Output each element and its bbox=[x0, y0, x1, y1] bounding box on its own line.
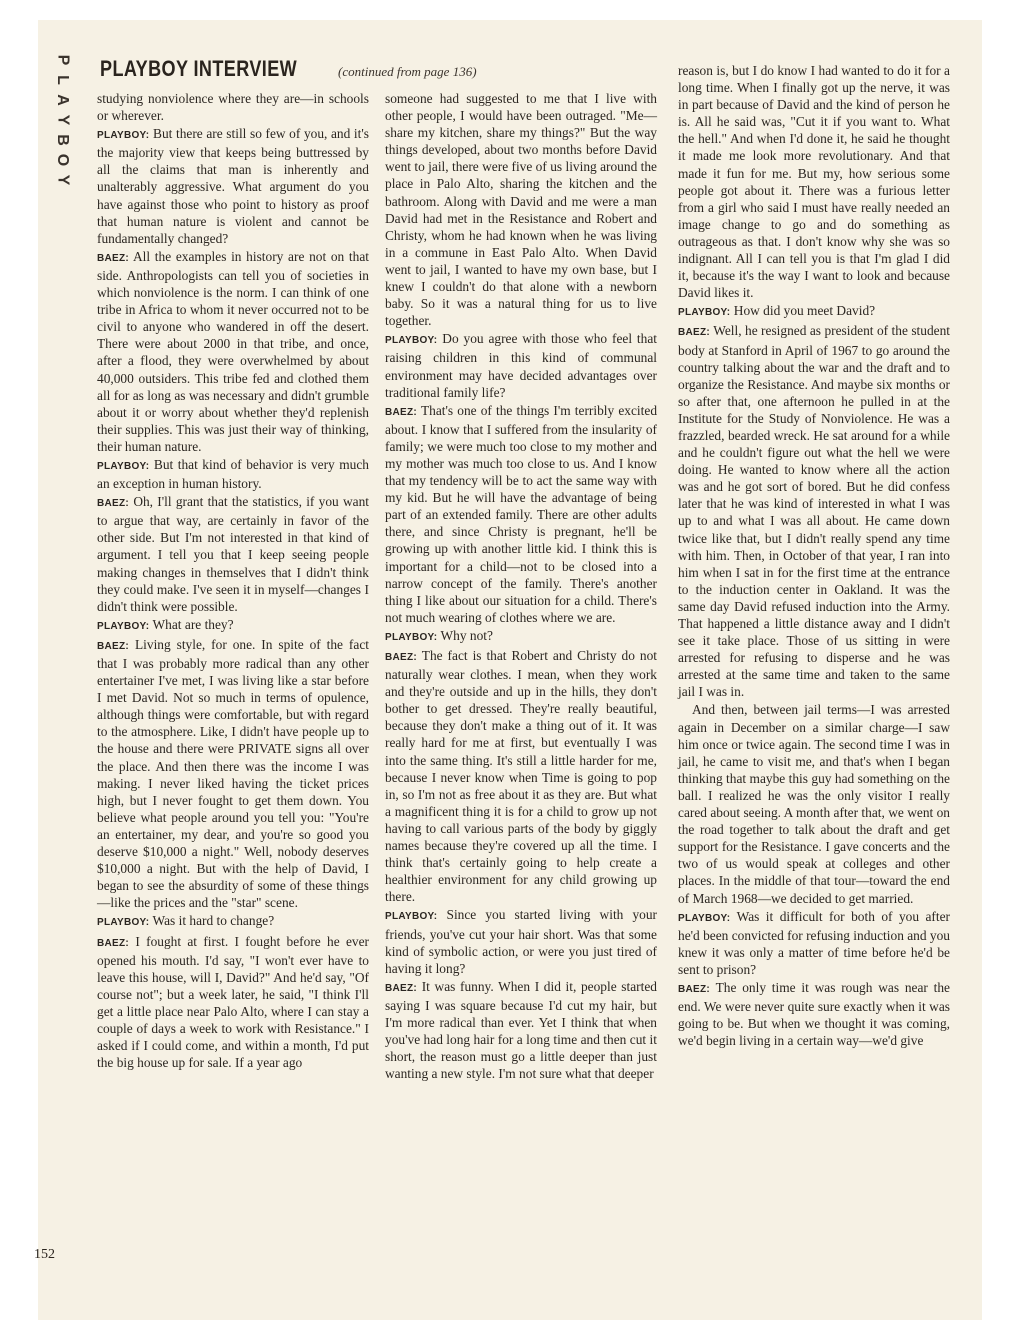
paragraph-text: The only time it was rough was near the end. We were never quite sure exactly when it was going to be. But when we thought it was coming, we'd begin living in a certain way—we'd give bbox=[678, 979, 951, 1049]
speaker-label: PLAYBOY: bbox=[678, 912, 731, 924]
paragraph bbox=[678, 908, 950, 978]
speaker-label: BAEZ: bbox=[678, 983, 711, 995]
vertical-magazine-title bbox=[52, 50, 72, 190]
speaker-label: BAEZ: bbox=[385, 652, 418, 663]
paragraph-text: reason is, but I do know I had wanted to do it for a long time. When I finally got up the nerve, it was in part because of David and the kind of person he is. All he said was, "Cut it if you want to. What the hell." And when I'd done it, he said he thought it made me look more revolutionary. And that made it fun for me. But my, how serious some people got about it. There was a furious letter from a girl who said I must have really needed an image change to go and do something as outrageous as that. I don't know why she was so indignant. All I can tell you is that I'm glad I did it, because it's the way I want to look and because David likes it. bbox=[678, 63, 950, 301]
interview-title: PLAYBOY INTERVIEW bbox=[100, 56, 298, 81]
paragraph bbox=[385, 90, 657, 329]
speaker-label: BAEZ: bbox=[97, 252, 130, 264]
paragraph-text: Oh, I'll grant that the statistics, if you want to argue that way, are certainly in favor of the other side. But I'm not interested in that kind of argument. I tell you that I keep seeing people making changes in themselves that I didn't think they could make. I've seen it in myself—changes I didn't think were possible. bbox=[97, 494, 369, 614]
paragraph bbox=[385, 906, 657, 976]
paragraph-text: How did you meet David? bbox=[733, 303, 876, 319]
side-title-letter: P bbox=[53, 54, 71, 66]
paragraph bbox=[97, 493, 369, 615]
continued-note: (continued from page 136) bbox=[338, 64, 477, 79]
paragraph-text: What are they? bbox=[152, 616, 234, 632]
speaker-label: BAEZ: bbox=[678, 327, 711, 339]
speaker-label: PLAYBOY: bbox=[97, 620, 150, 632]
column-1 bbox=[97, 90, 369, 1071]
paragraph bbox=[385, 330, 657, 400]
paragraph bbox=[97, 616, 369, 635]
paragraph-text: Well, he resigned as president of the student body at Stanford in April of 1967 to go around the country talking about the war and the draft and to organize the Resistance. And maybe six months or so after that, one afternoon he pulled in at the Institute for the Study of Nonviolence. He was a frazzled, bearded wreck. He sat around for a while and he couldn't figure out what the hell we were doing. He wanted to know where all the action was and he got sort of bored. But he did confess later that he was kind of interested in what I was up to and what I was all about. He came down twice like that, but I didn't really spend any time with him. Then, in October of that year, I ran into him when I sat in for the first time at the entrance to the induction center in Oakland. It was the same day David refused induction into the Army. That happened a little distance away and I didn't see it take place. Those of us sitting in were arrested for refusing to disperse and he was arrested at the same time and taken to the same jail I was in. bbox=[678, 323, 951, 700]
side-title-letter: Y bbox=[53, 114, 71, 126]
speaker-label: PLAYBOY: bbox=[678, 307, 731, 319]
side-title-letter: A bbox=[54, 94, 71, 106]
speaker-label: PLAYBOY: bbox=[97, 917, 150, 929]
paragraph-text: studying nonviolence where they are—in schools or wherever. bbox=[97, 91, 369, 124]
column-3 bbox=[678, 62, 950, 1049]
speaker-label: BAEZ: bbox=[385, 982, 418, 994]
paragraph-text: Do you agree with those who feel that raising children in this kind of communal environment may have decided advantages over traditional family life? bbox=[385, 331, 657, 400]
speaker-label: PLAYBOY: bbox=[385, 911, 438, 923]
paragraph-text: It was funny. When I did it, people started saying I was square because I'd cut my hair, but I'm more radical than ever. Yet I think that when you've had long hair for a long time and then cut it short, the reason must go a little deeper than just wanting a new style. I'm not sure what that deeper bbox=[385, 978, 657, 1082]
speaker-label: BAEZ: bbox=[97, 640, 130, 652]
speaker-label: PLAYBOY: bbox=[97, 130, 150, 142]
paragraph bbox=[678, 302, 950, 321]
paragraph-text: But there are still so few of you, and it's the majority view that keeps being buttressed by all the claims that man is inherently and unalterably aggressive. What argument do you have against those who point to history as proof that human nature is violent and cannot be fundamentally changed? bbox=[97, 126, 369, 246]
paragraph-text: Was it hard to change? bbox=[152, 913, 275, 929]
side-title-letter: B bbox=[54, 134, 71, 146]
paragraph bbox=[678, 322, 950, 700]
speaker-label: PLAYBOY: bbox=[385, 335, 438, 347]
paragraph-text: Was it difficult for both of you after he'd been convicted for refusing induction and you knew it was only a matter of time before he'd be sent to prison? bbox=[678, 908, 951, 977]
paragraph-text: That's one of the things I'm terribly excited about. I know that I suffered from the insularity of family; we were much too close to my mother and my mother was much too close to us. And I know that my tendency will be to act the same way with my kid. But he will have the advantage of being part of an extended family. There are other adults there, and since Christy is pregnant, he'll be growing up with another little kid. I think this is important for a child—not to be closed into a narrow concept of the family. There's another thing I like about our situation for a child. There's not much wearing of clothes where we are. bbox=[385, 402, 658, 625]
column-2 bbox=[385, 90, 657, 1082]
paragraph bbox=[97, 912, 369, 931]
paragraph bbox=[385, 627, 657, 646]
side-title-letter: Y bbox=[53, 174, 71, 186]
speaker-label: PLAYBOY: bbox=[385, 631, 438, 643]
paragraph-text: The fact is that Robert and Christy do not naturally wear clothes. I mean, when they work and they're outside and up in the hills, they don't bother to get dressed. They're really beautiful, because they don't make a thing out of it. It was really hard for me at first, but eventually I was into the same thing. It's still a little harder for me, because I never know when Time is going to pop in, so I'm not as free about it as they are. But what a magnificent thing it is for a child to grow up not having to call various parts of the body by giggly names because they're covered up all the time. I think that's certainly going to help create a healthier environment for any child growing up there. bbox=[385, 648, 658, 905]
paragraph bbox=[678, 979, 950, 1049]
paragraph-text: Why not? bbox=[440, 627, 493, 643]
paragraph-text: Since you started living with your friends, you've cut your hair short. Was that some kind of symbolic action, or were you just tired of having it long? bbox=[385, 907, 657, 976]
speaker-label: BAEZ: bbox=[97, 937, 130, 949]
paragraph-text: someone had suggested to me that I live with other people, I would have been outraged. "Me—share my kitchen, share my things?" But the way things developed, about two months before David went to jail, there were five of us living around the place in Palo Alto, sharing the kitchen and the bathroom. Along with David and me were a man David had met in the Resistance and Robert and Christy, whom he had known when he was living in a commune in East Palo Alto. When David went to jail, I wanted to have my own base, but I knew I couldn't do that alone with a newborn baby. So it was a natural thing for us to live together. bbox=[385, 91, 657, 329]
paragraph-text: But that kind of behavior is very much an exception in human history. bbox=[97, 456, 369, 492]
paragraph bbox=[97, 933, 369, 1072]
page-number: 152 bbox=[34, 1247, 55, 1262]
paragraph-text: All the examples in history are not on that side. Anthropologists can tell you of societies in which nonviolence is the norm. I can think of one tribe in Africa to whom it never occurred not to be civil to anyone who wandered in off the desert. There were about 2000 in that tribe, and once, after a flood, they were overwhelmed by about 40,000 outsiders. This tribe fed and clothed them all for as long as was necessary and didn't grumble about it or worry about whether they'd replenish their supplies. This was just their way of thinking, their human nature. bbox=[97, 248, 370, 454]
side-title-letter: O bbox=[53, 153, 71, 167]
paragraph bbox=[385, 978, 657, 1083]
paragraph-text: And then, between jail terms—I was arrested again in December on a similar charge—I saw him once or twice again. The second time I was in jail, he came to visit me, and that's when I began thinking that maybe this guy had something on the ball. I realized he was the only visitor I really cared about seeing. A month after that, we went on the road together to talk about the draft and get support for the Resistance. I gave concerts and the two of us would speak at colleges and other places. In the middle of that tour—toward the end of March 1968—we decided to get married. bbox=[678, 702, 950, 906]
page-header bbox=[100, 56, 670, 86]
paragraph bbox=[97, 90, 369, 124]
paragraph bbox=[97, 125, 369, 247]
speaker-label: BAEZ: bbox=[97, 498, 130, 510]
speaker-label: BAEZ: bbox=[385, 406, 418, 418]
paragraph-text: Living style, for one. In spite of the fact that I was probably more radical than any other entertainer I've met, I was living like a star before I met David. Not so much in terms of opulence, although things were comfortable, but with regard to the atmosphere. Like, I didn't have people up to the house and there were PRIVATE signs all over the place. And then there was the income I was making. I never liked having the ticket prices high, but I never fought to get them down. You believe what people around you tell you: "You're an entertainer, my dear, and you're so good you deserve $10,000 a night." Well, nobody deserves $10,000 a night. But with the help of David, I began to see the absurdity of some of these things—like the prices and the "star" scene. bbox=[97, 636, 369, 911]
paragraph bbox=[678, 701, 950, 906]
speaker-label: PLAYBOY: bbox=[97, 460, 150, 472]
paragraph bbox=[97, 456, 369, 492]
paragraph-text: I fought at first. I fought before he ever opened his mouth. I'd say, "I won't ever have to leave this house, will I, David?" And he'd say, "Of course not"; but a week later, he said, "I think I'll get a little place near Palo Alto, where I can stay a couple of days a week to work with Resistance." I asked if I could come, and within a month, I'd put the big house up for sale. If a year ago bbox=[97, 933, 369, 1071]
paragraph bbox=[385, 402, 657, 626]
side-title-letter: L bbox=[54, 75, 71, 85]
paragraph bbox=[97, 248, 369, 455]
paragraph bbox=[97, 636, 369, 912]
paragraph bbox=[385, 647, 657, 905]
paragraph bbox=[678, 62, 950, 301]
